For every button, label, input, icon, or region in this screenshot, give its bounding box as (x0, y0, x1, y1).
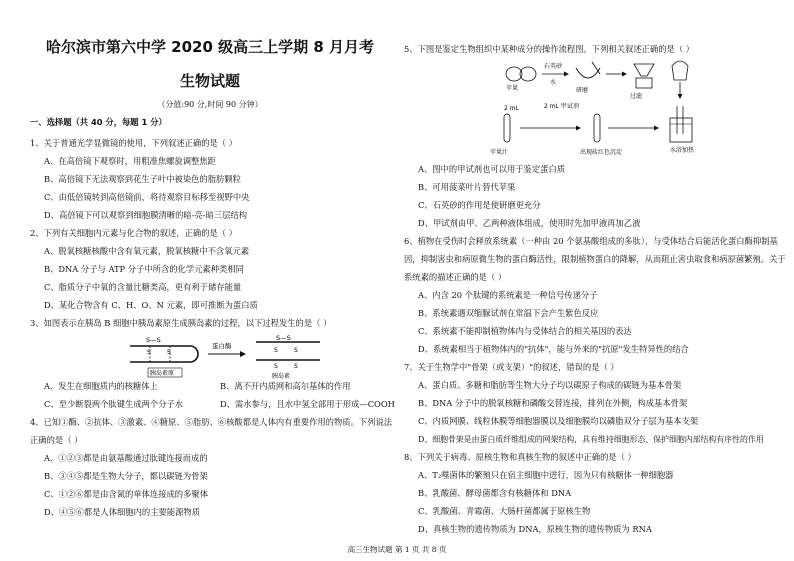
section-heading: 一、选择题（共 40 分，每题 1 分） (30, 117, 167, 127)
q3-s-b: S (294, 347, 298, 354)
q5-option-c: C、石英砂的作用是使研磨更充分 (418, 200, 541, 210)
q5-label-grind: 研磨 (576, 87, 589, 94)
q7-option-a: A、蛋白质、多糖和脂肪等生物大分子均以碳原子构成的碳链为基本骨架 (418, 380, 682, 390)
q3-diagram (120, 332, 340, 380)
q5-option-b: B、可用菠菜叶片替代苹果 (418, 182, 516, 192)
q4-option-d: D、④⑤⑥都是人体细胞内的主要能源物质 (44, 507, 200, 517)
q2-option-b: B、DNA 分子与 ATP 分子中所含的化学元素种类相同 (44, 264, 244, 274)
q6-option-a: A、内含 20 个肽键的系统素是一种信号传递分子 (418, 290, 598, 300)
q3-bond-label-2: S—S (276, 334, 291, 342)
q2-option-a: A、脱氧核糖核酸中含有氧元素，脱氧核糖中不含氧元素 (44, 246, 250, 256)
q3-label-proinsulin: 胰岛素原 (150, 370, 175, 377)
q7-option-d: D、细胞骨架是由蛋白质纤维组成的网架结构，具有维持细胞形态、保护细胞内部结构有序性的作用 (418, 435, 764, 444)
q3-option-d: D、需水参与，且水中氢全部用于形成—COOH (220, 399, 395, 409)
q3-s-c: S (274, 363, 278, 370)
q3-s-d: S (294, 363, 298, 370)
q1-stem: 1、关于普通光学显微镜的使用，下列叙述正确的是（ ） (30, 138, 238, 148)
q6-option-c: C、系统素不能抑制植物体内与受体结合的相关基因的表达 (418, 326, 632, 336)
q6-option-b: B、系统素遇双缩脲试剂在常温下会产生紫色反应 (418, 308, 599, 318)
q5-label-quartz: 石英砂 (544, 63, 563, 70)
q1-option-b: B、高倍镜下无法观察到花生子叶中被染色的脂肪颗粒 (44, 174, 241, 184)
q5-option-a: A、图中的甲试剂也可以用于鉴定蛋白质 (418, 164, 566, 174)
q1-option-a: A、在高倍镜下观察时，用粗准焦螺旋调整焦距 (44, 156, 216, 166)
q3-s-left: S (147, 349, 151, 356)
q4-option-c: C、①②⑥都是由含氮的单体连接成的多聚体 (44, 489, 208, 499)
q3-label-enzyme: 蛋白酶 (212, 342, 232, 350)
q5-diagram (484, 58, 724, 162)
q7-stem: 7、关于生物学中"骨架（或支架）"的叙述，错误的是（ ） (404, 362, 619, 372)
q6-option-d: D、系统素相当于植物体内的"抗体"，能与外来的"抗原"发生特异性的结合 (418, 344, 689, 354)
q5-label-result: 出现砖红色沉淀 (580, 149, 623, 156)
q4-option-a: A、①②③都是由氨基酸通过肽键连接而成的 (44, 453, 208, 463)
q7-option-c: C、内质网膜、线粒体膜等细胞器膜以及细胞膜均以磷脂双分子层为基本支架 (418, 416, 699, 426)
q5-option-d: D、甲试剂由甲、乙两种液体组成，使用时先加甲液再加乙液 (418, 218, 641, 228)
q3-option-a: A、发生在细胞质内的核糖体上 (44, 381, 158, 391)
q5-label-filter: 过滤 (630, 93, 643, 100)
q4-stem-1: 4、已知①酶、②抗体、③激素、④糖原、⑤脂肪、⑥核酸都是人体内有重要作用的物质。下列说法 (30, 417, 393, 427)
q5-label-water: 水 (550, 79, 557, 86)
q5-label-juice: 苹果汁 (490, 149, 509, 156)
q5-label-apple: 苹果 (506, 85, 519, 92)
q6-stem-1: 6、植物在受伤时会释放系统素（一种由 20 个氨基酸组成的多肽），与受体结合后能活化蛋白酶抑制基 (404, 236, 778, 246)
q4-stem-2: 正确的是（ ） (30, 435, 83, 445)
q7-option-b: B、DNA 分子中的脱氧核糖和磷酸交替连接，排列在外侧，构成基本骨架 (418, 398, 688, 408)
q1-option-d: D、高倍镜下可以观察到细胞膜清晰的暗-亮-暗三层结构 (44, 210, 248, 220)
q4-option-b: B、③④⑤都是生物大分子，都以碳链为骨架 (44, 471, 208, 481)
q6-stem-2: 因，抑制害虫和病原微生物的蛋白酶活性，限制植物蛋白的降解，从而阻止害虫取食和病原菌繁殖。关于 (404, 254, 786, 264)
q3-s-a: S (274, 347, 278, 354)
q6-stem-3: 系统素的描述正确的是（ ） (404, 272, 507, 282)
q5-label-heat: 水浴加热 (670, 147, 695, 154)
q1-option-c: C、由低倍镜转到高倍镜前，将待观察目标移至视野中央 (44, 192, 250, 202)
q3-option-b: B、离不开内质网和高尔基体的作用 (220, 381, 351, 391)
q2-option-c: C、脂质分子中氧的含量比糖类高，更有利于储存能量 (44, 282, 242, 292)
q2-stem: 2、下列有关细胞内元素与化合物的叙述，正确的是（ ） (30, 228, 238, 238)
q3-stem: 3、如图表示在胰岛 B 细胞中胰岛素原生成胰岛素的过程，以下过程发生的是（ ） (30, 318, 332, 328)
q3-s-right: S (167, 349, 171, 356)
exam-title: 哈尔滨市第六中学 2020 级高三上学期 8 月月考 (45, 38, 375, 56)
q5-label-reagent: 2 mL 甲试剂 (544, 103, 579, 110)
q8-option-b: B、乳酸菌、酵母菌都含有核糖体和 DNA (418, 488, 572, 498)
q3-label-insulin: 胰岛素 (272, 373, 291, 380)
q8-stem: 8、下列关于病毒、原核生物和真核生物的叙述中正确的是（ ） (404, 452, 636, 462)
q8-option-c: C、乳酸菌、青霉菌、大肠杆菌都属于原核生物 (418, 506, 591, 516)
q2-option-d: D、某化合物含有 C、H、O、N 元素，即可推断为蛋白质 (44, 300, 258, 310)
q3-option-c: C、至少断裂两个肽键生成两个分子水 (44, 399, 184, 409)
q8-option-d: D、真核生物的遗传物质为 DNA，原核生物的遗传物质为 RNA (418, 524, 652, 534)
q8-option-a: A、T₂噬菌体的繁殖只在宿主细胞中进行，因为只有核糖体一种细胞器 (418, 470, 674, 480)
q5-label-2ml: 2 mL (504, 105, 519, 112)
q3-bond-label: S—S (146, 336, 161, 344)
exam-meta: （分值:90 分,时间 90 分钟） (157, 100, 263, 109)
q5-stem: 5、下图是鉴定生物组织中某种成分的操作流程图。下列相关叙述正确的是（ ） (404, 44, 695, 54)
exam-subtitle: 生物试题 (179, 72, 240, 90)
page-footer: 高三生物试题 第 1 页 共 8 页 (347, 545, 447, 554)
